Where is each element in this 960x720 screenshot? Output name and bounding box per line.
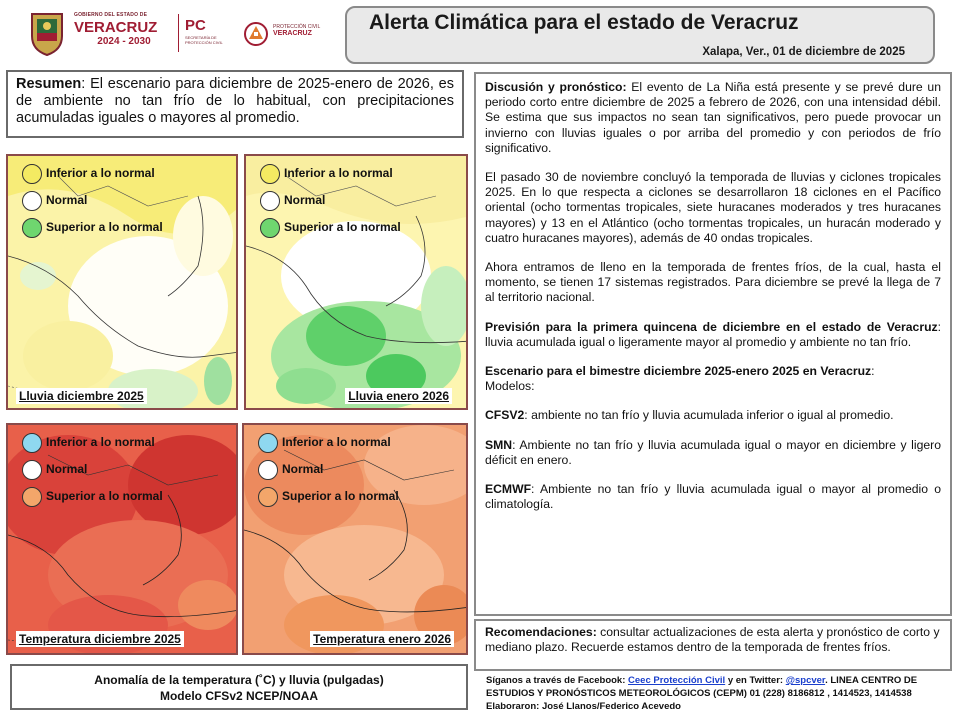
- model-ecmwf-label: ECMWF: [485, 482, 532, 497]
- map-caption-rain-december: Lluvia diciembre 2025: [16, 388, 147, 404]
- legend-dot-above: [260, 218, 280, 238]
- discussion-paragraph-3: [485, 260, 941, 306]
- map-caption-temperature-january: Temperatura enero 2026: [310, 631, 454, 647]
- legend-label-above: Superior a lo normal: [46, 220, 163, 234]
- veracruz-coat-of-arms-icon: [28, 10, 66, 56]
- map-caption-temperature-december: Temperatura diciembre 2025: [16, 631, 184, 647]
- model-smn-paragraph: [485, 438, 941, 468]
- contact-info: [486, 674, 950, 713]
- model-ecmwf-paragraph: [485, 482, 941, 512]
- legend-dot-normal: [258, 460, 278, 480]
- legend-label-normal: Normal: [282, 462, 324, 476]
- legend-label-above: Superior a lo normal: [46, 489, 163, 503]
- summary-box: [6, 70, 464, 138]
- logo-divider: [178, 14, 179, 52]
- model-ecmwf-text: : Ambiente no tan frío y lluvia acumulada igual o mayor al promedio o climatología.: [485, 482, 941, 512]
- model-smn-label: SMN: [485, 437, 513, 452]
- discussion-paragraph-2: [485, 170, 941, 246]
- discussion-text-3: Ahora entramos de lleno en la temporada de frentes fríos, de la cual, hasta el momento, se tienen 17 sistemas registrados. Para diciembre se prevé la llega de 7 al territorio nacional.: [485, 260, 941, 305]
- legend-dot-normal: [260, 191, 280, 211]
- legend-dot-normal: [22, 191, 42, 211]
- legend-dot-above: [22, 218, 42, 238]
- legend-label-above: Superior a lo normal: [284, 220, 401, 234]
- gov-logo: [74, 12, 174, 47]
- recommendations-box: [474, 619, 952, 671]
- rain-december-anomaly-map: [8, 156, 238, 410]
- scenario-colon: :: [871, 364, 875, 379]
- issue-date: Xalapa, Ver., 01 de diciembre de 2025: [702, 46, 905, 58]
- map-rain-december: [6, 154, 238, 410]
- discussion-text-2: El pasado 30 de noviembre concluyó la temporada de lluvias y ciclones tropicales 2025. En lo que respecta a ciclones se desarrollaron 18 ciclones en el Pacífico oriental (ocho tormentas tropicales, siete huracanes moderados y tres huracanes mayores) y 13 en el Atlántico (ocho tormentas tropicales, un huracán moderado y cuatro huracanes mayores), además de 40 ondas tropicales.: [485, 170, 941, 245]
- map-temperature-january: [242, 423, 468, 655]
- scenario-label: Escenario para el bimestre diciembre 2025-enero 2025 en Veracruz: [485, 364, 872, 379]
- facebook-link[interactable]: Ceec Protección Civil: [628, 675, 726, 686]
- map-temperature-december: [6, 423, 238, 655]
- pc-logo-subtitle: SECRETARÍA DE PROTECCIÓN CIVIL: [185, 35, 223, 45]
- pc-logo-initials: PC: [185, 17, 206, 34]
- contact-mid: y en Twitter:: [725, 675, 786, 686]
- model-smn-text: : Ambiente no tan frío y lluvia acumulada igual o mayor en diciembre y ligero déficit en enero.: [485, 437, 941, 467]
- scenario-paragraph: [485, 364, 941, 394]
- legend-dot-above: [22, 487, 42, 507]
- legend-dot-below: [22, 433, 42, 453]
- model-cfsv2-label: CFSV2: [485, 408, 525, 423]
- legend-dot-normal: [22, 460, 42, 480]
- map-caption-rain-january: Lluvia enero 2026: [345, 388, 452, 404]
- title-banner: [345, 6, 935, 64]
- model-cfsv2-paragraph: [485, 408, 941, 423]
- legend-label-below: Inferior a lo normal: [46, 166, 155, 180]
- pcv-logo-name: VERACRUZ: [273, 30, 312, 37]
- temperature-december-anomaly-map: [8, 425, 238, 655]
- temperature-january-anomaly-map: [244, 425, 468, 655]
- pcv-logo-small: PROTECCIÓN CIVIL: [273, 24, 321, 30]
- legend-label-normal: Normal: [284, 193, 326, 207]
- anomaly-caption-line1: Anomalía de la temperatura (˚C) y lluvia (pulgadas): [94, 673, 384, 687]
- page-title: Alerta Climática para el estado de Veracruz: [369, 11, 799, 34]
- rain-january-anomaly-map: [246, 156, 468, 410]
- contact-suffix: . LINEA CENTRO DE ESTUDIOS Y PRONÓSTICOS METEOROLÓGICOS (CEPM) 01 (228) 8186812 , 1414523, 1414538 Elaboraron: José Llanos/Federico Acevedo: [486, 675, 918, 712]
- civil-protection-emblem-icon: [244, 22, 268, 46]
- legend-label-above: Superior a lo normal: [282, 489, 399, 503]
- legend-label-normal: Normal: [46, 193, 88, 207]
- pc-logo: [185, 18, 237, 45]
- recommendations-label: Recomendaciones:: [485, 625, 597, 639]
- scenario-models: Modelos:: [485, 379, 535, 394]
- legend-label-below: Inferior a lo normal: [284, 166, 393, 180]
- summary-label: Resumen: [16, 76, 82, 92]
- forecast-paragraph: [485, 320, 941, 350]
- legend-label-below: Inferior a lo normal: [46, 435, 155, 449]
- map-rain-january: [244, 154, 468, 410]
- discussion-text-1: El evento de La Niña está presente y se prevé dure un periodo corto entre diciembre de 2025 a febrero de 2026, con una intensidad débil. Se estima que sus impactos no sean tan significativos, pero puede provocar un invierno con lluvias iguales o por arriba del promedio y con periodos de frío significativo.: [485, 80, 941, 155]
- header-logos: [22, 8, 342, 58]
- legend-label-normal: Normal: [46, 462, 88, 476]
- model-cfsv2-text: : ambiente no tan frío y lluvia acumulada inferior o igual al promedio.: [524, 408, 894, 423]
- legend-dot-below: [260, 164, 280, 184]
- legend-dot-above: [258, 487, 278, 507]
- recommendations-text: consultar actualizaciones de esta alerta y pronóstico de corto y mediano plazo. Recuerde estamos dentro de la temporada de frentes fríos.: [485, 625, 940, 654]
- discussion-label: Discusión y pronóstico:: [485, 80, 627, 94]
- anomaly-caption-box: [10, 664, 468, 710]
- summary-text: : El escenario para diciembre de 2025-enero de 2026, es de ambiente no tan frío de lo habitual, con precipitaciones acumuladas iguales o mayores al promedio.: [16, 76, 454, 126]
- gov-logo-small: GOBIERNO DEL ESTADO DE: [74, 12, 148, 18]
- gov-logo-years: 2024 - 2030: [97, 36, 151, 47]
- legend-dot-below: [22, 164, 42, 184]
- anomaly-caption-line2: Modelo CFSv2 NCEP/NOAA: [159, 689, 318, 703]
- pcv-logo: [273, 24, 343, 37]
- gov-logo-name: VERACRUZ: [74, 19, 158, 36]
- twitter-link[interactable]: @spcver: [785, 675, 826, 686]
- legend-label-below: Inferior a lo normal: [282, 435, 391, 449]
- discussion-paragraph-1: [485, 80, 941, 156]
- discussion-box: [474, 72, 952, 616]
- legend-dot-below: [258, 433, 278, 453]
- forecast-label: Previsión para la primera quincena de diciembre en el estado de Veracruz: [485, 319, 938, 334]
- forecast-text: : lluvia acumulada igual o ligeramente mayor al promedio y ambiente no tan frío.: [485, 319, 941, 349]
- contact-prefix: Síganos a través de Facebook:: [486, 675, 629, 686]
